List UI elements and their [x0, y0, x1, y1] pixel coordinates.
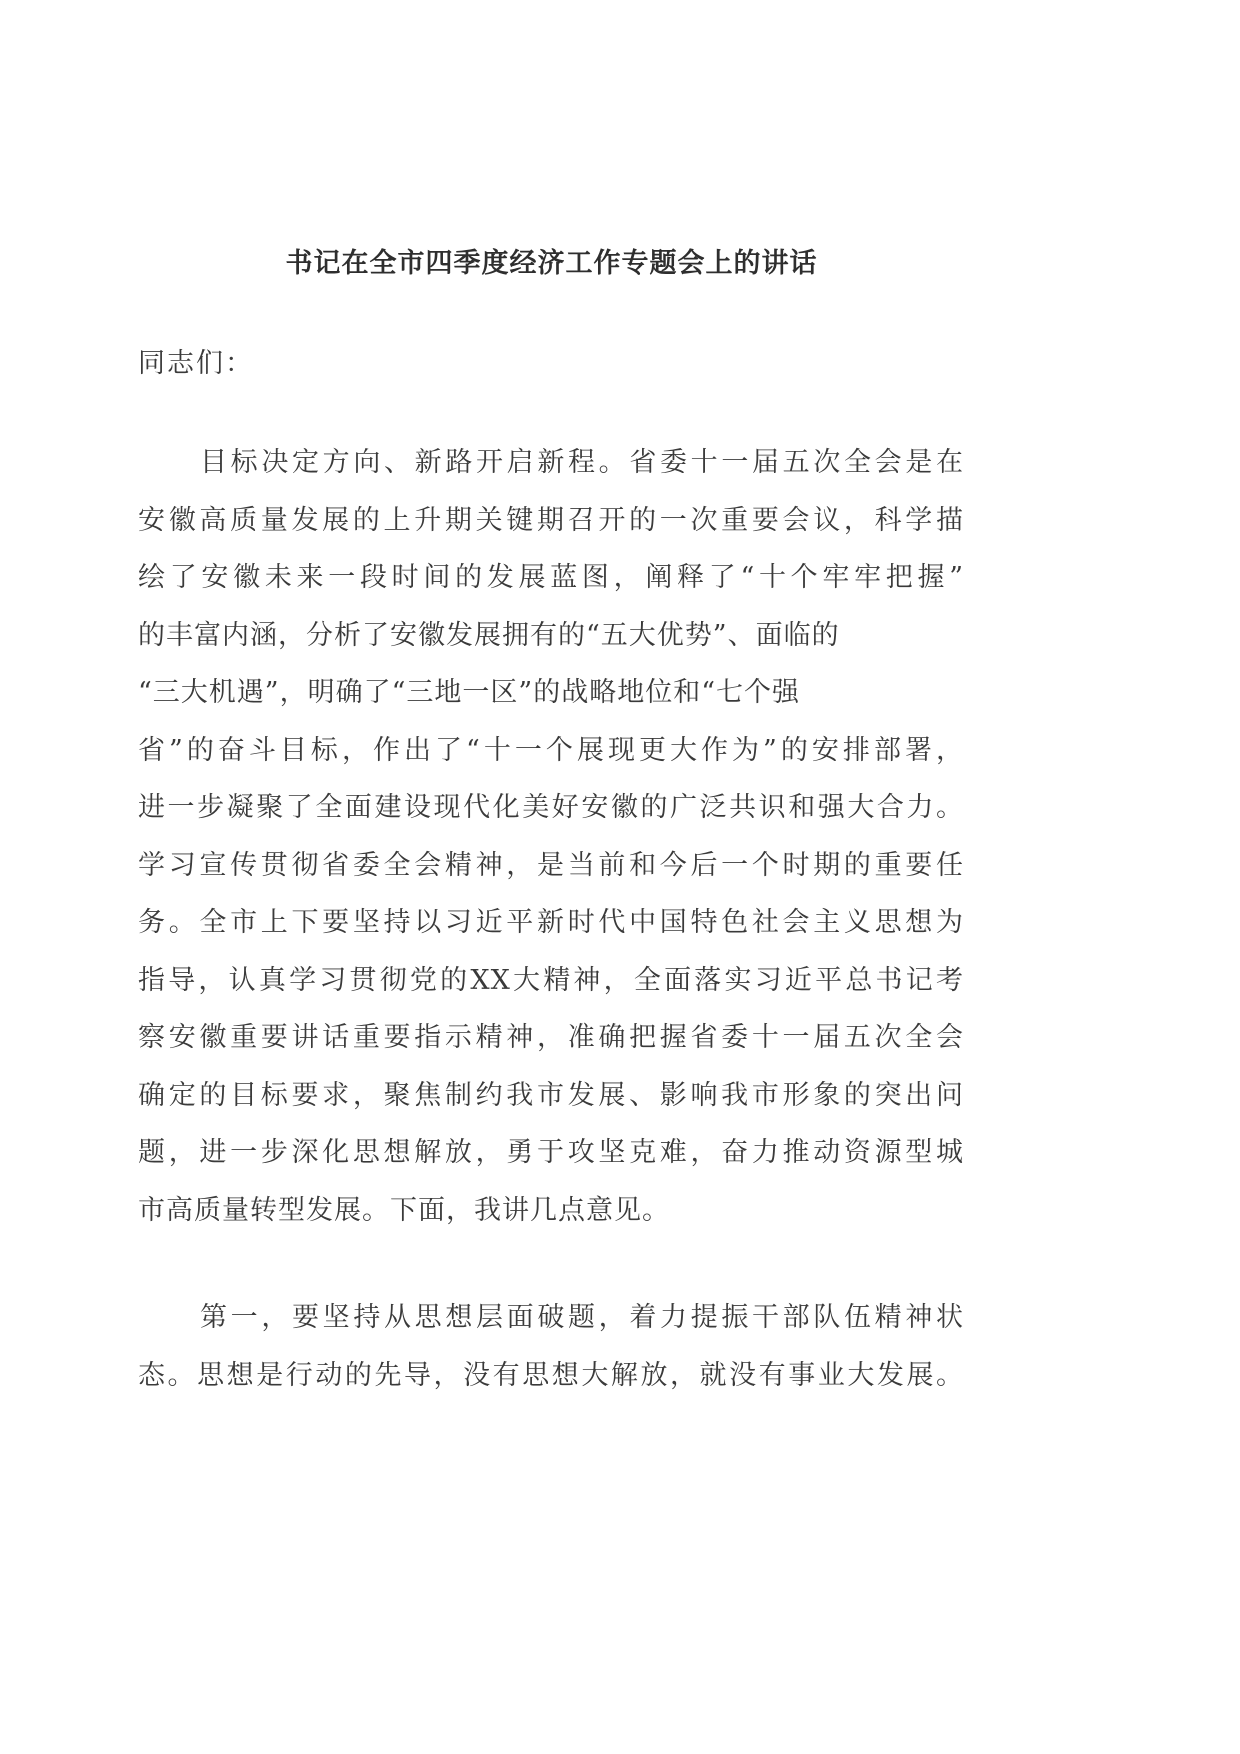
paragraph-line: 确定的目标要求，聚焦制约我市发展、影响我市形象的突出问: [138, 1079, 964, 1111]
paragraph-line: 的丰富内涵，分析了安徽发展拥有的“五大优势”、面临的: [138, 619, 840, 651]
paragraph-line: 题，进一步深化思想解放，勇于攻坚克难，奋力推动资源型城: [138, 1137, 964, 1168]
body-paragraph: [138, 1289, 964, 1404]
paragraph-line: 第一，要坚持从思想层面破题，着力提振干部队伍精神状: [200, 1302, 964, 1333]
paragraph-line: 态。思想是行动的先导，没有思想大解放，就没有事业大发展。: [138, 1359, 964, 1391]
paragraph-line: 学习宣传贯彻省委全会精神，是当前和今后一个时期的重要任: [138, 849, 964, 881]
paragraph-line: 市高质量转型发展。下面，我讲几点意见。: [138, 1194, 670, 1226]
salutation: 同志们：: [138, 348, 254, 379]
paragraph-line: 绘了安徽未来一段时间的发展蓝图，阐释了“十个牢牢把握”: [138, 562, 964, 593]
paragraph-line: 指导，认真学习贯彻党的XX大精神，全面落实习近平总书记考: [138, 964, 964, 996]
body-paragraph: [138, 434, 964, 1239]
paragraph-line: 省”的奋斗目标，作出了“十一个展现更大作为”的安排部署，: [138, 734, 964, 766]
paragraph-line: 目标决定方向、新路开启新程。省委十一届五次全会是在: [200, 447, 964, 478]
paragraph-line: 进一步凝聚了全面建设现代化美好安徽的广泛共识和强大合力。: [138, 792, 964, 823]
paragraph-line: 安徽高质量发展的上升期关键期召开的一次重要会议，科学描: [138, 504, 964, 536]
document-title: 书记在全市四季度经济工作专题会上的讲话: [285, 248, 818, 279]
paragraph-line: 察安徽重要讲话重要指示精神，准确把握省委十一届五次全会: [138, 1022, 964, 1053]
paragraph-line: “三大机遇”，明确了“三地一区”的战略地位和“七个强: [138, 677, 801, 708]
paragraph-line: 务。全市上下要坚持以习近平新时代中国特色社会主义思想为: [138, 907, 964, 938]
